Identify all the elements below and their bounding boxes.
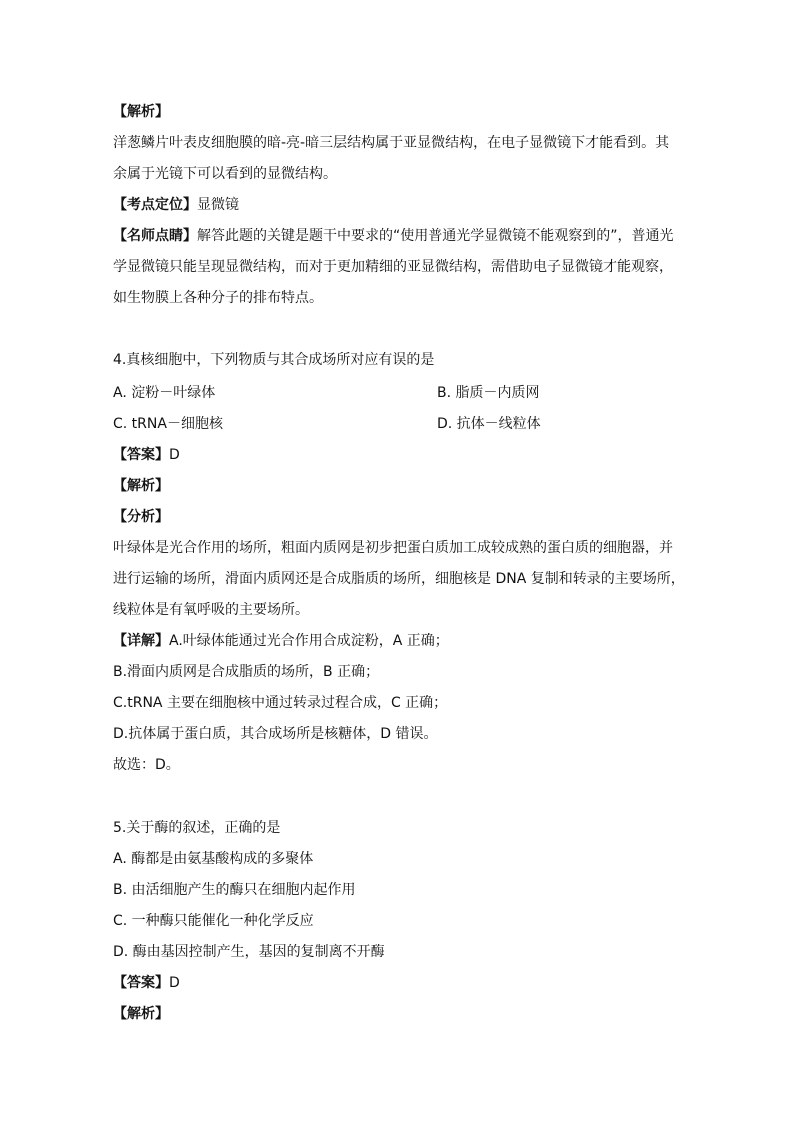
q5-stem: 5.关于酶的叙述，正确的是 [113, 820, 281, 836]
analysis-heading: 【解析】 [113, 104, 169, 120]
q4-option-b: B. 脂质－内质网 [437, 385, 540, 401]
kaodian-row [113, 195, 239, 215]
q4-fenxi-heading: 【分析】 [113, 509, 169, 525]
kaodian-text: 显微镜 [197, 197, 239, 213]
q4-option-a: A. 淀粉－叶绿体 [113, 385, 216, 401]
q4-xiangjie-row [113, 631, 449, 651]
mingshi-text-line: 学显微镜只能呈现显微结构，而对于更加精细的亚显微结构，需借助电子显微镜才能观察， [113, 259, 673, 275]
q4-analysis-heading: 【解析】 [113, 478, 169, 494]
q4-option-d: D. 抗体－线粒体 [437, 416, 541, 432]
q4-xiangjie-line: D.抗体属于蛋白质，其合成场所是核糖体，D 错误。 [113, 726, 438, 742]
q5-answer-label: 【答案】 [113, 975, 169, 991]
q4-conclusion: 故选：D。 [113, 757, 180, 773]
q4-xiangjie-line: C.tRNA 主要在细胞核中通过转录过程合成，C 正确； [113, 695, 448, 711]
q4-fenxi-line: 线粒体是有氧呼吸的主要场所。 [113, 602, 309, 618]
q4-xiangjie-label: 【详解】 [113, 633, 169, 649]
q4-fenxi-line: 进行运输的场所，滑面内质网还是合成脂质的场所，细胞核是 DNA 复制和转录的主要场所， [113, 571, 685, 587]
mingshi-text-line: 如生物膜上各种分子的排布特点。 [113, 290, 323, 306]
mingshi-label: 【名师点睛】 [113, 228, 197, 244]
analysis-text-line: 余属于光镜下可以看到的显微结构。 [113, 166, 337, 182]
q4-option-c: C. tRNA－细胞核 [113, 416, 223, 432]
q5-option-c: C. 一种酶只能催化一种化学反应 [113, 913, 314, 929]
q5-answer-value: D [169, 975, 180, 991]
q4-answer-row [113, 445, 180, 465]
q4-xiangjie-line: B.滑面内质网是合成脂质的场所，B 正确； [113, 664, 380, 680]
q5-option-a: A. 酶都是由氨基酸构成的多聚体 [113, 851, 314, 867]
q5-answer-row [113, 973, 180, 993]
mingshi-text: 解答此题的关键是题干中要求的“使用普通光学显微镜不能观察到的”，普通光 [197, 228, 674, 244]
analysis-text-line: 洋葱鳞片叶表皮细胞膜的暗-亮-暗三层结构属于亚显微结构，在电子显微镜下才能看到。其 [113, 135, 670, 151]
q5-option-d: D. 酶由基因控制产生，基因的复制离不开酶 [113, 944, 385, 960]
kaodian-label: 【考点定位】 [113, 197, 197, 213]
q4-fenxi-line: 叶绿体是光合作用的场所，粗面内质网是初步把蛋白质加工成较成熟的蛋白质的细胞器，并 [113, 540, 673, 556]
q4-answer-label: 【答案】 [113, 447, 169, 463]
q4-stem: 4.真核细胞中，下列物质与其合成场所对应有误的是 [113, 352, 435, 368]
mingshi-row [113, 226, 674, 246]
q4-xiangjie-first: A.叶绿体能通过光合作用合成淀粉，A 正确； [169, 633, 449, 649]
q4-answer-value: D [169, 447, 180, 463]
q5-option-b: B. 由活细胞产生的酶只在细胞内起作用 [113, 882, 356, 898]
q5-analysis-heading: 【解析】 [113, 1006, 169, 1022]
